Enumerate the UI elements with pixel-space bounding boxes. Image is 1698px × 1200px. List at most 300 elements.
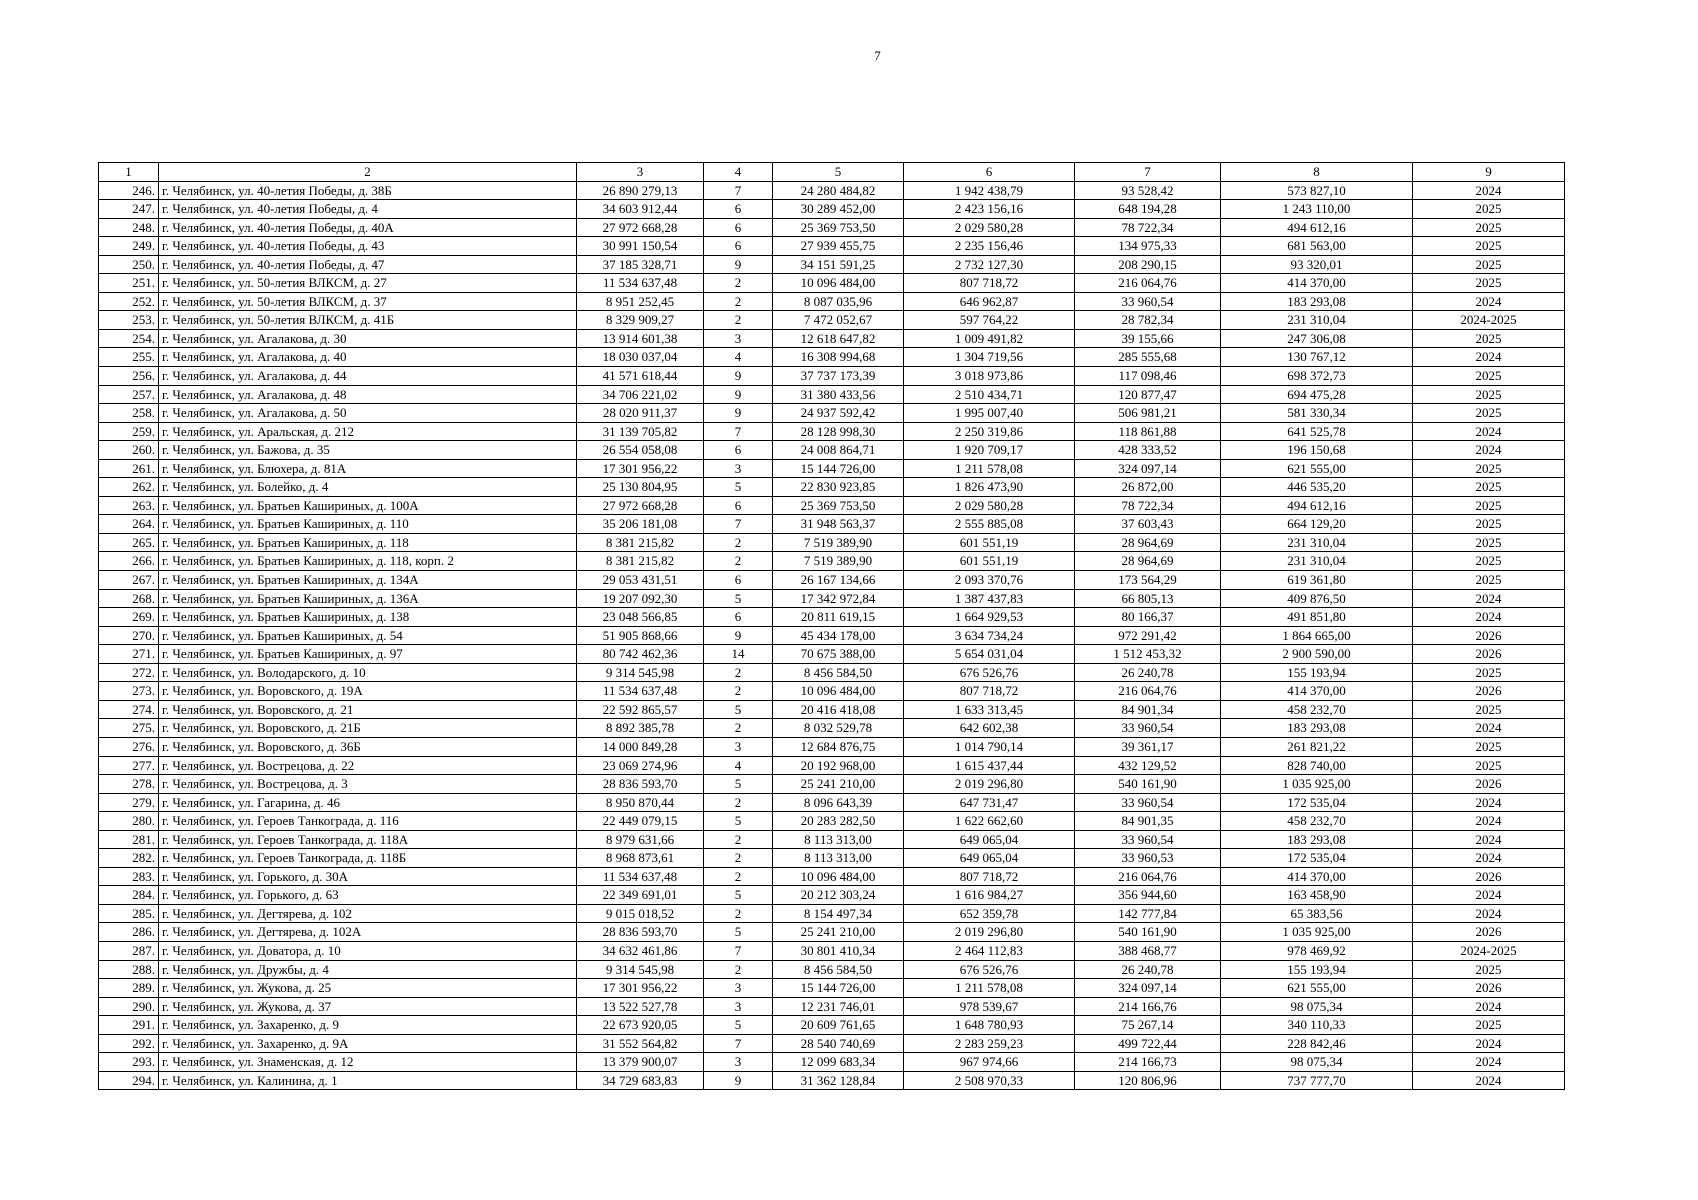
work-count-cell: 5 [704, 700, 773, 719]
cost-col-8-cell: 494 612,16 [1221, 496, 1413, 515]
cost-col-5-cell: 7 519 389,90 [773, 552, 904, 571]
address-cell: г. Челябинск, ул. Агалакова, д. 50 [159, 404, 577, 423]
cost-col-8-cell: 619 361,80 [1221, 571, 1413, 590]
cost-col-6-cell: 601 551,19 [904, 533, 1075, 552]
cost-col-7-cell: 216 064,76 [1075, 274, 1221, 293]
period-cell: 2026 [1413, 775, 1565, 794]
total-cost-cell: 11 534 637,48 [577, 867, 704, 886]
cost-col-8-cell: 98 075,34 [1221, 1053, 1413, 1072]
period-cell: 2024 [1413, 348, 1565, 367]
row-index-cell: 262. [99, 478, 159, 497]
address-cell: г. Челябинск, ул. 40-летия Победы, д. 40А [159, 218, 577, 237]
total-cost-cell: 22 592 865,57 [577, 700, 704, 719]
table-row [99, 608, 1565, 627]
period-cell: 2025 [1413, 385, 1565, 404]
work-count-cell: 6 [704, 608, 773, 627]
total-cost-cell: 26 890 279,13 [577, 181, 704, 200]
cost-col-8-cell: 414 370,00 [1221, 867, 1413, 886]
cost-col-7-cell: 1 512 453,32 [1075, 645, 1221, 664]
work-count-cell: 9 [704, 1071, 773, 1090]
period-cell: 2026 [1413, 923, 1565, 942]
cost-col-7-cell: 84 901,34 [1075, 700, 1221, 719]
row-index-cell: 248. [99, 218, 159, 237]
cost-col-8-cell: 1 243 110,00 [1221, 200, 1413, 219]
work-count-cell: 2 [704, 663, 773, 682]
work-count-cell: 2 [704, 552, 773, 571]
address-cell: г. Челябинск, ул. Героев Танкограда, д. 118А [159, 830, 577, 849]
cost-col-7-cell: 648 194,28 [1075, 200, 1221, 219]
cost-col-8-cell: 228 842,46 [1221, 1034, 1413, 1053]
cost-col-5-cell: 31 948 563,37 [773, 515, 904, 534]
total-cost-cell: 27 972 668,28 [577, 496, 704, 515]
cost-col-6-cell: 1 664 929,53 [904, 608, 1075, 627]
column-header: 9 [1413, 163, 1565, 182]
total-cost-cell: 28 020 911,37 [577, 404, 704, 423]
address-cell: г. Челябинск, ул. 50-летия ВЛКСМ, д. 41Б [159, 311, 577, 330]
address-cell: г. Челябинск, ул. Жукова, д. 25 [159, 979, 577, 998]
row-index-cell: 274. [99, 700, 159, 719]
cost-col-5-cell: 27 939 455,75 [773, 237, 904, 256]
cost-col-7-cell: 356 944,60 [1075, 886, 1221, 905]
cost-col-7-cell: 84 901,35 [1075, 812, 1221, 831]
cost-col-8-cell: 93 320,01 [1221, 255, 1413, 274]
work-count-cell: 7 [704, 941, 773, 960]
row-index-cell: 270. [99, 626, 159, 645]
row-index-cell: 276. [99, 737, 159, 756]
work-count-cell: 5 [704, 923, 773, 942]
total-cost-cell: 34 729 683,83 [577, 1071, 704, 1090]
row-index-cell: 264. [99, 515, 159, 534]
registry-table [98, 162, 1565, 1090]
address-cell: г. Челябинск, ул. Агалакова, д. 40 [159, 348, 577, 367]
work-count-cell: 9 [704, 255, 773, 274]
cost-col-5-cell: 10 096 484,00 [773, 867, 904, 886]
cost-col-6-cell: 978 539,67 [904, 997, 1075, 1016]
address-cell: г. Челябинск, ул. Воровского, д. 21Б [159, 719, 577, 738]
address-cell: г. Челябинск, ул. Дружбы, д. 4 [159, 960, 577, 979]
cost-col-5-cell: 12 618 647,82 [773, 329, 904, 348]
address-cell: г. Челябинск, ул. 40-летия Победы, д. 43 [159, 237, 577, 256]
cost-col-8-cell: 458 232,70 [1221, 812, 1413, 831]
cost-col-7-cell: 78 722,34 [1075, 218, 1221, 237]
address-cell: г. Челябинск, ул. Братьев Кашириных, д. 54 [159, 626, 577, 645]
table-row [99, 515, 1565, 534]
cost-col-5-cell: 24 280 484,82 [773, 181, 904, 200]
work-count-cell: 5 [704, 589, 773, 608]
cost-col-7-cell: 78 722,34 [1075, 496, 1221, 515]
cost-col-6-cell: 2 283 259,23 [904, 1034, 1075, 1053]
table-row [99, 459, 1565, 478]
work-count-cell: 7 [704, 181, 773, 200]
address-cell: г. Челябинск, ул. Болейко, д. 4 [159, 478, 577, 497]
table-row [99, 385, 1565, 404]
total-cost-cell: 9 314 545,98 [577, 663, 704, 682]
total-cost-cell: 8 951 252,45 [577, 292, 704, 311]
cost-col-5-cell: 20 192 968,00 [773, 756, 904, 775]
address-cell: г. Челябинск, ул. Братьев Кашириных, д. 118, корп. 2 [159, 552, 577, 571]
cost-col-8-cell: 581 330,34 [1221, 404, 1413, 423]
cost-col-8-cell: 183 293,08 [1221, 292, 1413, 311]
address-cell: г. Челябинск, ул. Братьев Кашириных, д. 134А [159, 571, 577, 590]
total-cost-cell: 13 522 527,78 [577, 997, 704, 1016]
period-cell: 2025 [1413, 459, 1565, 478]
cost-col-6-cell: 967 974,66 [904, 1053, 1075, 1072]
period-cell: 2024 [1413, 422, 1565, 441]
work-count-cell: 2 [704, 849, 773, 868]
column-header: 7 [1075, 163, 1221, 182]
address-cell: г. Челябинск, ул. Знаменская, д. 12 [159, 1053, 577, 1072]
table-row [99, 830, 1565, 849]
period-cell: 2024 [1413, 1071, 1565, 1090]
row-index-cell: 275. [99, 719, 159, 738]
row-index-cell: 257. [99, 385, 159, 404]
cost-col-7-cell: 173 564,29 [1075, 571, 1221, 590]
cost-col-8-cell: 641 525,78 [1221, 422, 1413, 441]
address-cell: г. Челябинск, ул. Жукова, д. 37 [159, 997, 577, 1016]
work-count-cell: 3 [704, 459, 773, 478]
row-index-cell: 261. [99, 459, 159, 478]
address-cell: г. Челябинск, ул. Блюхера, д. 81А [159, 459, 577, 478]
cost-col-8-cell: 978 469,92 [1221, 941, 1413, 960]
row-index-cell: 269. [99, 608, 159, 627]
table-row [99, 904, 1565, 923]
work-count-cell: 2 [704, 904, 773, 923]
table-row [99, 571, 1565, 590]
period-cell: 2024 [1413, 1034, 1565, 1053]
cost-col-6-cell: 601 551,19 [904, 552, 1075, 571]
cost-col-5-cell: 8 456 584,50 [773, 663, 904, 682]
cost-col-7-cell: 120 806,96 [1075, 1071, 1221, 1090]
cost-col-5-cell: 8 456 584,50 [773, 960, 904, 979]
cost-col-8-cell: 664 129,20 [1221, 515, 1413, 534]
cost-col-7-cell: 39 155,66 [1075, 329, 1221, 348]
period-cell: 2025 [1413, 329, 1565, 348]
table-row [99, 237, 1565, 256]
table-row [99, 329, 1565, 348]
row-index-cell: 260. [99, 441, 159, 460]
cost-col-8-cell: 231 310,04 [1221, 533, 1413, 552]
column-header: 5 [773, 163, 904, 182]
table-row [99, 756, 1565, 775]
row-index-cell: 290. [99, 997, 159, 1016]
cost-col-6-cell: 1 826 473,90 [904, 478, 1075, 497]
period-cell: 2025 [1413, 960, 1565, 979]
header-row [99, 163, 1565, 182]
period-cell: 2024 [1413, 793, 1565, 812]
address-cell: г. Челябинск, ул. Братьев Кашириных, д. 138 [159, 608, 577, 627]
total-cost-cell: 8 968 873,61 [577, 849, 704, 868]
address-cell: г. Челябинск, ул. Дегтярева, д. 102 [159, 904, 577, 923]
period-cell: 2026 [1413, 682, 1565, 701]
cost-col-6-cell: 1 009 491,82 [904, 329, 1075, 348]
cost-col-5-cell: 8 032 529,78 [773, 719, 904, 738]
row-index-cell: 259. [99, 422, 159, 441]
cost-col-7-cell: 118 861,88 [1075, 422, 1221, 441]
total-cost-cell: 34 706 221,02 [577, 385, 704, 404]
column-header: 3 [577, 163, 704, 182]
column-header: 2 [159, 163, 577, 182]
period-cell: 2025 [1413, 237, 1565, 256]
table-row [99, 682, 1565, 701]
cost-col-7-cell: 972 291,42 [1075, 626, 1221, 645]
period-cell: 2025 [1413, 552, 1565, 571]
row-index-cell: 280. [99, 812, 159, 831]
cost-col-5-cell: 10 096 484,00 [773, 682, 904, 701]
address-cell: г. Челябинск, ул. Володарского, д. 10 [159, 663, 577, 682]
cost-col-5-cell: 7 519 389,90 [773, 533, 904, 552]
cost-col-5-cell: 20 811 619,15 [773, 608, 904, 627]
cost-col-6-cell: 1 014 790,14 [904, 737, 1075, 756]
row-index-cell: 250. [99, 255, 159, 274]
address-cell: г. Челябинск, ул. Героев Танкограда, д. 118Б [159, 849, 577, 868]
work-count-cell: 5 [704, 1016, 773, 1035]
cost-col-6-cell: 1 648 780,93 [904, 1016, 1075, 1035]
row-index-cell: 281. [99, 830, 159, 849]
cost-col-5-cell: 24 008 864,71 [773, 441, 904, 460]
cost-col-6-cell: 649 065,04 [904, 849, 1075, 868]
period-cell: 2026 [1413, 626, 1565, 645]
cost-col-7-cell: 428 333,52 [1075, 441, 1221, 460]
cost-col-7-cell: 216 064,76 [1075, 867, 1221, 886]
cost-col-7-cell: 26 872,00 [1075, 478, 1221, 497]
cost-col-7-cell: 33 960,54 [1075, 719, 1221, 738]
total-cost-cell: 11 534 637,48 [577, 274, 704, 293]
cost-col-6-cell: 3 018 973,86 [904, 367, 1075, 386]
cost-col-6-cell: 642 602,38 [904, 719, 1075, 738]
total-cost-cell: 14 000 849,28 [577, 737, 704, 756]
cost-col-7-cell: 33 960,54 [1075, 830, 1221, 849]
cost-col-7-cell: 134 975,33 [1075, 237, 1221, 256]
address-cell: г. Челябинск, ул. Братьев Кашириных, д. 136А [159, 589, 577, 608]
total-cost-cell: 30 991 150,54 [577, 237, 704, 256]
row-index-cell: 287. [99, 941, 159, 960]
cost-col-8-cell: 446 535,20 [1221, 478, 1413, 497]
row-index-cell: 279. [99, 793, 159, 812]
table-row [99, 274, 1565, 293]
cost-col-5-cell: 12 099 683,34 [773, 1053, 904, 1072]
work-count-cell: 6 [704, 496, 773, 515]
cost-col-5-cell: 16 308 994,68 [773, 348, 904, 367]
table-row [99, 292, 1565, 311]
total-cost-cell: 23 048 566,85 [577, 608, 704, 627]
row-index-cell: 272. [99, 663, 159, 682]
cost-col-6-cell: 1 615 437,44 [904, 756, 1075, 775]
column-header: 4 [704, 163, 773, 182]
cost-col-8-cell: 196 150,68 [1221, 441, 1413, 460]
work-count-cell: 4 [704, 348, 773, 367]
table-row [99, 367, 1565, 386]
total-cost-cell: 8 329 909,27 [577, 311, 704, 330]
total-cost-cell: 34 632 461,86 [577, 941, 704, 960]
cost-col-6-cell: 2 510 434,71 [904, 385, 1075, 404]
work-count-cell: 2 [704, 867, 773, 886]
column-header: 1 [99, 163, 159, 182]
table-row [99, 737, 1565, 756]
total-cost-cell: 25 130 804,95 [577, 478, 704, 497]
cost-col-8-cell: 573 827,10 [1221, 181, 1413, 200]
period-cell: 2025 [1413, 700, 1565, 719]
cost-col-6-cell: 1 211 578,08 [904, 979, 1075, 998]
work-count-cell: 5 [704, 812, 773, 831]
total-cost-cell: 34 603 912,44 [577, 200, 704, 219]
period-cell: 2024 [1413, 719, 1565, 738]
cost-col-7-cell: 540 161,90 [1075, 775, 1221, 794]
cost-col-8-cell: 621 555,00 [1221, 979, 1413, 998]
address-cell: г. Челябинск, ул. Вострецова, д. 22 [159, 756, 577, 775]
table-row [99, 1071, 1565, 1090]
row-index-cell: 265. [99, 533, 159, 552]
total-cost-cell: 8 381 215,82 [577, 533, 704, 552]
period-cell: 2026 [1413, 645, 1565, 664]
row-index-cell: 263. [99, 496, 159, 515]
cost-col-6-cell: 2 555 885,08 [904, 515, 1075, 534]
table-row [99, 1034, 1565, 1053]
work-count-cell: 9 [704, 385, 773, 404]
cost-col-6-cell: 676 526,76 [904, 663, 1075, 682]
period-cell: 2025 [1413, 255, 1565, 274]
cost-col-8-cell: 414 370,00 [1221, 274, 1413, 293]
work-count-cell: 3 [704, 979, 773, 998]
cost-col-7-cell: 324 097,14 [1075, 979, 1221, 998]
work-count-cell: 14 [704, 645, 773, 664]
cost-col-6-cell: 2 235 156,46 [904, 237, 1075, 256]
table-row [99, 181, 1565, 200]
address-cell: г. Челябинск, ул. Героев Танкограда, д. 116 [159, 812, 577, 831]
address-cell: г. Челябинск, ул. Вострецова, д. 3 [159, 775, 577, 794]
row-index-cell: 256. [99, 367, 159, 386]
cost-col-6-cell: 807 718,72 [904, 682, 1075, 701]
work-count-cell: 6 [704, 200, 773, 219]
table-row [99, 200, 1565, 219]
cost-col-5-cell: 7 472 052,67 [773, 311, 904, 330]
cost-col-5-cell: 25 369 753,50 [773, 218, 904, 237]
cost-col-5-cell: 31 380 433,56 [773, 385, 904, 404]
table-row [99, 700, 1565, 719]
cost-col-7-cell: 26 240,78 [1075, 663, 1221, 682]
work-count-cell: 2 [704, 793, 773, 812]
address-cell: г. Челябинск, ул. 40-летия Победы, д. 38Б [159, 181, 577, 200]
work-count-cell: 2 [704, 533, 773, 552]
page-number: 7 [874, 48, 881, 63]
cost-col-6-cell: 649 065,04 [904, 830, 1075, 849]
total-cost-cell: 35 206 181,08 [577, 515, 704, 534]
cost-col-7-cell: 37 603,43 [1075, 515, 1221, 534]
address-cell: г. Челябинск, ул. 40-летия Победы, д. 4 [159, 200, 577, 219]
cost-col-5-cell: 8 087 035,96 [773, 292, 904, 311]
period-cell: 2025 [1413, 571, 1565, 590]
row-index-cell: 283. [99, 867, 159, 886]
total-cost-cell: 28 836 593,70 [577, 775, 704, 794]
table-row [99, 960, 1565, 979]
cost-col-8-cell: 828 740,00 [1221, 756, 1413, 775]
work-count-cell: 6 [704, 237, 773, 256]
work-count-cell: 2 [704, 719, 773, 738]
cost-col-6-cell: 1 387 437,83 [904, 589, 1075, 608]
total-cost-cell: 41 571 618,44 [577, 367, 704, 386]
work-count-cell: 6 [704, 218, 773, 237]
cost-col-5-cell: 8 113 313,00 [773, 849, 904, 868]
column-header: 8 [1221, 163, 1413, 182]
cost-col-7-cell: 28 964,69 [1075, 533, 1221, 552]
period-cell: 2024 [1413, 830, 1565, 849]
period-cell: 2024-2025 [1413, 311, 1565, 330]
row-index-cell: 252. [99, 292, 159, 311]
period-cell: 2025 [1413, 404, 1565, 423]
total-cost-cell: 80 742 462,36 [577, 645, 704, 664]
work-count-cell: 2 [704, 274, 773, 293]
row-index-cell: 273. [99, 682, 159, 701]
table-row [99, 886, 1565, 905]
total-cost-cell: 28 836 593,70 [577, 923, 704, 942]
work-count-cell: 3 [704, 1053, 773, 1072]
cost-col-8-cell: 1 035 925,00 [1221, 923, 1413, 942]
cost-col-5-cell: 12 684 876,75 [773, 737, 904, 756]
address-cell: г. Челябинск, ул. Агалакова, д. 48 [159, 385, 577, 404]
cost-col-6-cell: 1 304 719,56 [904, 348, 1075, 367]
row-index-cell: 249. [99, 237, 159, 256]
address-cell: г. Челябинск, ул. Бажова, д. 35 [159, 441, 577, 460]
cost-col-8-cell: 163 458,90 [1221, 886, 1413, 905]
period-cell: 2024 [1413, 886, 1565, 905]
row-index-cell: 293. [99, 1053, 159, 1072]
cost-col-7-cell: 432 129,52 [1075, 756, 1221, 775]
table-row [99, 422, 1565, 441]
work-count-cell: 3 [704, 737, 773, 756]
cost-col-8-cell: 247 306,08 [1221, 329, 1413, 348]
address-cell: г. Челябинск, ул. Воровского, д. 21 [159, 700, 577, 719]
cost-col-6-cell: 1 211 578,08 [904, 459, 1075, 478]
cost-col-6-cell: 1 633 313,45 [904, 700, 1075, 719]
total-cost-cell: 18 030 037,04 [577, 348, 704, 367]
cost-col-5-cell: 45 434 178,00 [773, 626, 904, 645]
table-row [99, 812, 1565, 831]
cost-col-6-cell: 646 962,87 [904, 292, 1075, 311]
total-cost-cell: 8 950 870,44 [577, 793, 704, 812]
cost-col-7-cell: 540 161,90 [1075, 923, 1221, 942]
address-cell: г. Челябинск, ул. Аральская, д. 212 [159, 422, 577, 441]
table-row [99, 867, 1565, 886]
cost-col-7-cell: 208 290,15 [1075, 255, 1221, 274]
cost-col-7-cell: 39 361,17 [1075, 737, 1221, 756]
cost-col-8-cell: 183 293,08 [1221, 719, 1413, 738]
cost-col-6-cell: 647 731,47 [904, 793, 1075, 812]
table-row [99, 589, 1565, 608]
cost-col-6-cell: 2 093 370,76 [904, 571, 1075, 590]
cost-col-6-cell: 5 654 031,04 [904, 645, 1075, 664]
period-cell: 2025 [1413, 1016, 1565, 1035]
cost-col-7-cell: 28 782,34 [1075, 311, 1221, 330]
total-cost-cell: 37 185 328,71 [577, 255, 704, 274]
address-cell: г. Челябинск, ул. Братьев Кашириных, д. 118 [159, 533, 577, 552]
address-cell: г. Челябинск, ул. Агалакова, д. 30 [159, 329, 577, 348]
total-cost-cell: 22 449 079,15 [577, 812, 704, 831]
cost-col-5-cell: 10 096 484,00 [773, 274, 904, 293]
row-index-cell: 267. [99, 571, 159, 590]
cost-col-5-cell: 70 675 388,00 [773, 645, 904, 664]
address-cell: г. Челябинск, ул. Доватора, д. 10 [159, 941, 577, 960]
cost-col-8-cell: 231 310,04 [1221, 552, 1413, 571]
work-count-cell: 7 [704, 1034, 773, 1053]
period-cell: 2025 [1413, 274, 1565, 293]
total-cost-cell: 22 349 691,01 [577, 886, 704, 905]
cost-col-8-cell: 340 110,33 [1221, 1016, 1413, 1035]
period-cell: 2024 [1413, 608, 1565, 627]
table-row [99, 997, 1565, 1016]
cost-col-8-cell: 155 193,94 [1221, 663, 1413, 682]
row-index-cell: 288. [99, 960, 159, 979]
period-cell: 2024 [1413, 904, 1565, 923]
address-cell: г. Челябинск, ул. Гагарина, д. 46 [159, 793, 577, 812]
